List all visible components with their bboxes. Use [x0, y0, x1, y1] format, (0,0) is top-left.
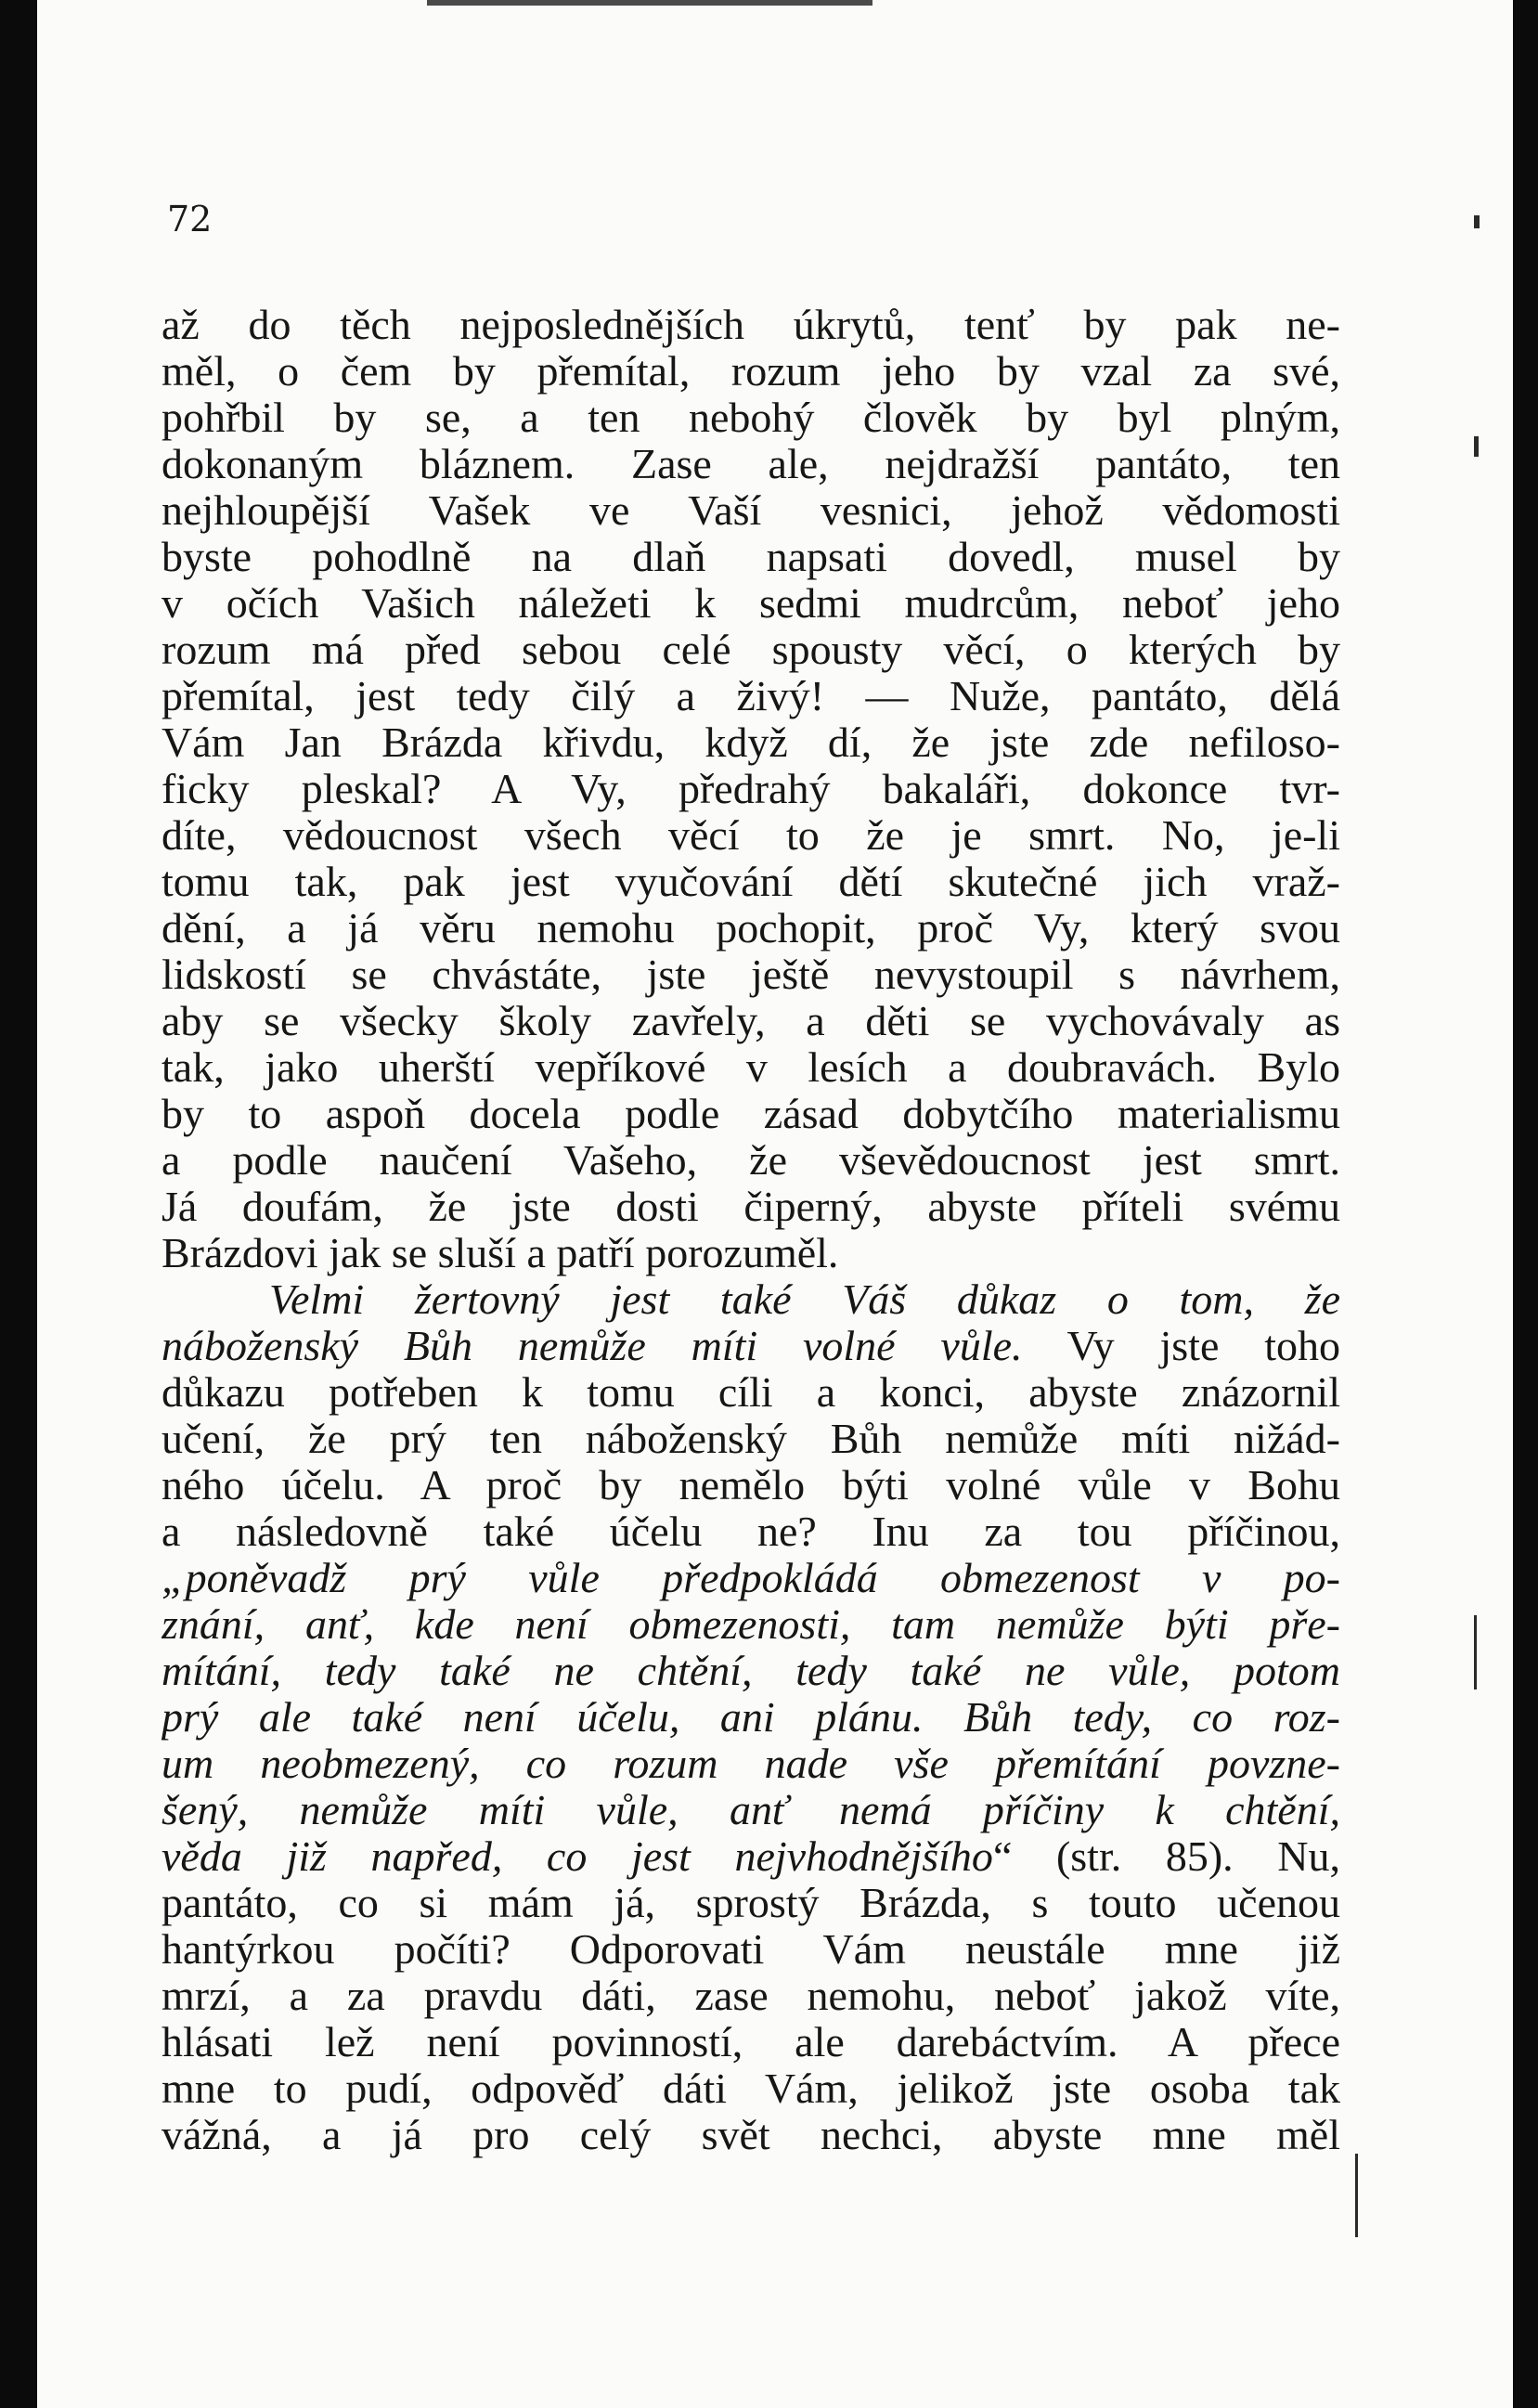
text-line [162, 1787, 1340, 1833]
text-segment: přemítal, jest tedy čilý a živý! — Nuže, pantáto, dělá [162, 673, 1340, 719]
text-line [162, 1648, 1340, 1694]
text-line [162, 1694, 1340, 1741]
text-line [162, 627, 1340, 673]
italic-text: Velmi žertovný jest také Váš důkaz o tom, že [269, 1276, 1340, 1323]
edge-mark [1474, 436, 1479, 457]
text-segment: lidskostí se chvástáte, jste ještě nevystoupil s návrhem, [162, 952, 1340, 998]
text-line [162, 1741, 1340, 1787]
text-segment: ného účelu. A proč by nemělo býti volné vůle v Bohu [162, 1462, 1340, 1508]
text-line [162, 2112, 1340, 2158]
text-line [162, 1416, 1340, 1462]
text-line [162, 1091, 1340, 1137]
text-segment: Já doufám, že jste dosti čiperný, abyste příteli svému [162, 1184, 1340, 1230]
text-segment: by to aspoň docela podle zásad dobytčího materialismu [162, 1091, 1340, 1137]
text-line [162, 1926, 1340, 1973]
text-line [162, 1462, 1340, 1508]
text-line [162, 1508, 1340, 1555]
text-line [162, 1601, 1340, 1648]
text-segment: mrzí, a za pravdu dáti, zase nemohu, neboť jakož víte, [162, 1973, 1340, 2019]
text-line [162, 1880, 1340, 1926]
body-text [162, 302, 1340, 2158]
text-segment: tak, jako uherští vepříkové v lesích a doubravách. Bylo [162, 1044, 1340, 1091]
text-segment: byste pohodlně na dlaň napsati dovedl, musel by [162, 534, 1340, 580]
page-number: 72 [167, 199, 213, 240]
italic-text: „poněvadž prý vůle předpokládá obmezenost v po- [162, 1555, 1340, 1601]
text-line [162, 395, 1340, 441]
italic-text: mítání, tedy také ne chtění, tedy také ne vůle, potom [162, 1648, 1340, 1694]
text-line [162, 1184, 1340, 1230]
text-line [162, 766, 1340, 812]
text-segment: vážná, a já pro celý svět nechci, abyste mne měl [162, 2112, 1340, 2158]
text-segment: díte, vědoucnost všech věcí to že je smrt. No, je-li [162, 812, 1340, 859]
text-line [162, 487, 1340, 534]
italic-text: prý ale také není účelu, ani plánu. Bůh tedy, co roz- [162, 1694, 1340, 1741]
text-line [162, 812, 1340, 859]
text-line [162, 580, 1340, 627]
text-line [162, 348, 1340, 395]
text-segment: dění, a já věru nemohu pochopit, proč Vy, který svou [162, 905, 1340, 952]
text-segment: pantáto, co si mám já, sprostý Brázda, s touto učenou [162, 1880, 1340, 1926]
text-line [162, 905, 1340, 952]
edge-mark [1355, 2154, 1358, 2237]
text-segment: a podle naučení Vašeho, že vševědoucnost jest smrt. [162, 1137, 1340, 1184]
text-segment: aby se všecky školy zavřely, a děti se vychovávaly as [162, 998, 1340, 1044]
text-segment: měl, o čem by přemítal, rozum jeho by vzal za své, [162, 348, 1340, 395]
text-line [162, 1369, 1340, 1416]
book-page [37, 0, 1513, 2408]
text-line [162, 1276, 1340, 1323]
text-line [162, 859, 1340, 905]
text-line [162, 1973, 1340, 2019]
italic-text: um neobmezený, co rozum nade vše přemítání povzne- [162, 1741, 1340, 1787]
text-segment: učení, že prý ten náboženský Bůh nemůže míti nižád- [162, 1416, 1340, 1462]
italic-text: věda již napřed, co jest nejvhodnějšího [162, 1833, 993, 1880]
italic-text: náboženský Bůh nemůže míti volné vůle. [162, 1323, 1023, 1369]
text-line [162, 952, 1340, 998]
text-segment: důkazu potřeben k tomu cíli a konci, abyste znázornil [162, 1369, 1340, 1416]
text-line [162, 1044, 1340, 1091]
text-line [162, 2065, 1340, 2112]
text-segment: mne to pudí, odpověď dáti Vám, jelikož jste osoba tak [162, 2065, 1340, 2112]
text-line [162, 1230, 1340, 1276]
text-segment: hantýrkou počíti? Odporovati Vám neustále mne již [162, 1926, 1340, 1973]
text-line [162, 719, 1340, 766]
italic-text: šený, nemůže míti vůle, anť nemá příčiny k chtění, [162, 1787, 1340, 1833]
text-line [162, 1833, 1340, 1880]
text-line [162, 998, 1340, 1044]
text-segment: v očích Vašich náležeti k sedmi mudrcům, neboť jeho [162, 580, 1340, 627]
text-line [162, 302, 1340, 348]
text-segment: tomu tak, pak jest vyučování dětí skutečné jich vraž- [162, 859, 1340, 905]
edge-mark [1474, 1615, 1477, 1689]
text-segment: dokonaným bláznem. Zase ale, nejdražší pantáto, ten [162, 441, 1340, 487]
text-segment: a následovně také účelu ne? Inu za tou příčinou, [162, 1508, 1340, 1555]
top-edge-rule [427, 0, 872, 6]
text-segment: Brázdovi jak se sluší a patří porozuměl. [162, 1230, 839, 1276]
text-segment: rozum má před sebou celé spousty věcí, o kterých by [162, 627, 1340, 673]
text-line [162, 1137, 1340, 1184]
text-segment: “ (str. 85). Nu, [992, 1833, 1340, 1880]
text-segment: Vy jste toho [1022, 1323, 1340, 1369]
text-line [162, 673, 1340, 719]
text-line [162, 1555, 1340, 1601]
edge-mark [1474, 215, 1480, 228]
text-line [162, 1323, 1340, 1369]
text-segment: Vám Jan Brázda křivdu, když dí, že jste zde nefiloso- [162, 719, 1340, 766]
text-line [162, 534, 1340, 580]
italic-text: znání, anť, kde není obmezenosti, tam nemůže býti pře- [162, 1601, 1340, 1648]
text-segment: hlásati lež není povinností, ale darebáctvím. A přece [162, 2019, 1340, 2065]
text-line [162, 441, 1340, 487]
text-segment: až do těch nejposlednějších úkrytů, tenť by pak ne- [162, 302, 1340, 348]
text-segment: nejhloupější Vašek ve Vaší vesnici, jehož vědomosti [162, 487, 1340, 534]
text-segment: pohřbil by se, a ten nebohý člověk by byl plným, [162, 395, 1340, 441]
text-segment: ficky pleskal? A Vy, předrahý bakaláři, dokonce tvr- [162, 766, 1340, 812]
text-line [162, 2019, 1340, 2065]
